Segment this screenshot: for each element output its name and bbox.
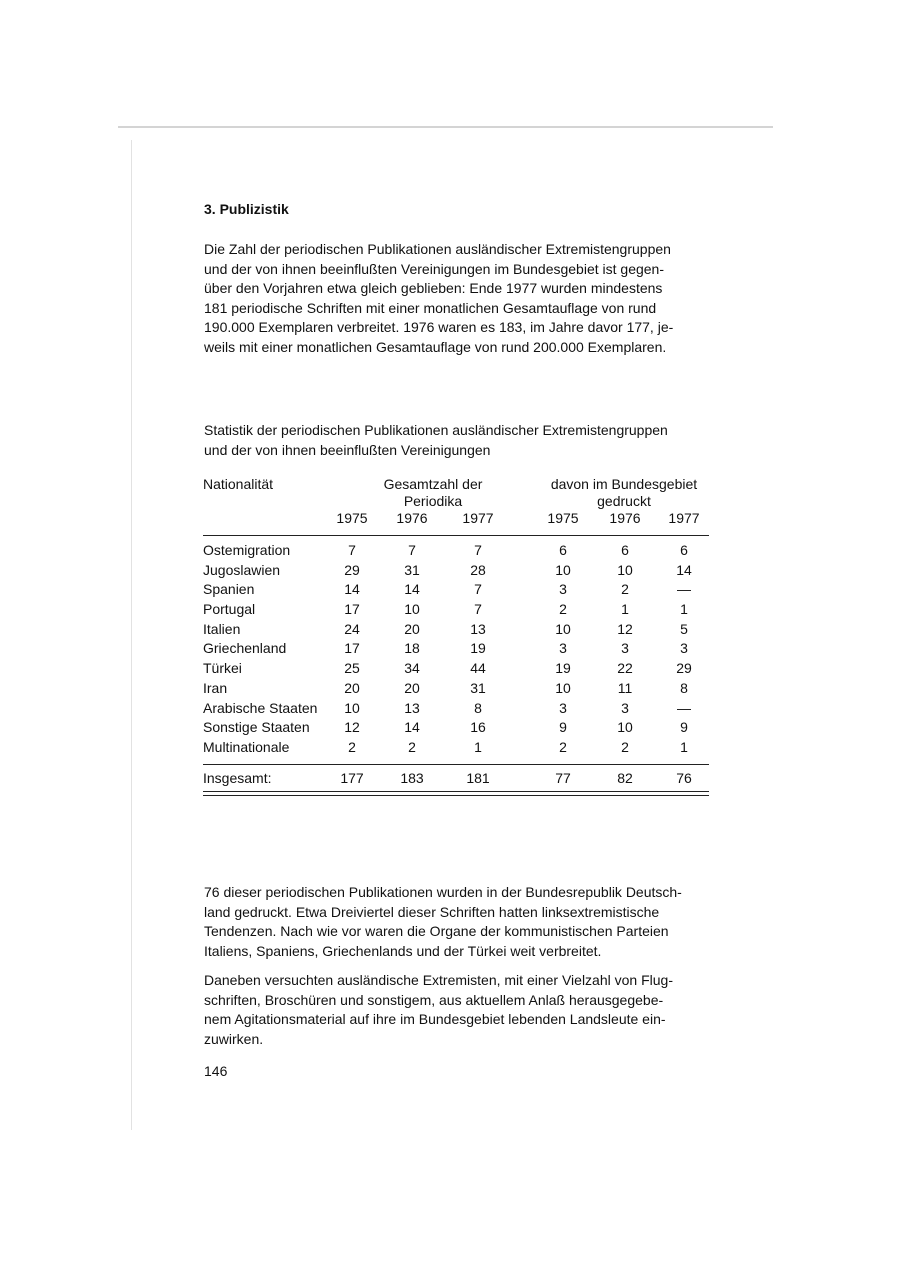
total-value: 183	[400, 769, 424, 786]
row-nationality: Türkei	[203, 660, 242, 677]
row-value: —	[677, 581, 691, 598]
header-nationality: Nationalität	[203, 476, 274, 492]
total-value: 82	[617, 769, 633, 786]
row-value: 44	[470, 660, 486, 677]
header-year: 1975	[547, 510, 579, 526]
intro-paragraph	[204, 240, 710, 357]
row-nationality: Griechenland	[203, 640, 287, 657]
row-nationality: Italien	[203, 620, 241, 637]
row-value: 13	[470, 620, 486, 637]
row-value: 7	[474, 542, 482, 558]
intro-line: über den Vorjahren etwa gleich geblieben: Ende 1977 wurden mindestens	[204, 280, 663, 296]
table-row	[203, 718, 709, 738]
table-row	[203, 699, 709, 719]
total-value: 177	[340, 769, 364, 786]
row-value: 16	[470, 719, 486, 736]
row-value: 2	[559, 601, 567, 618]
caption-line: Statistik der periodischen Publikationen ausländischer Extremistengruppen	[204, 422, 668, 438]
row-value: 2	[408, 738, 416, 755]
table-caption	[204, 421, 714, 460]
paragraph-line: Italiens, Spaniens, Griechenlands und der Türkei weit verbreitet.	[204, 942, 602, 959]
row-value: 3	[680, 640, 688, 657]
double-rule	[203, 791, 709, 796]
row-value: 3	[559, 640, 567, 657]
row-nationality: Portugal	[203, 601, 256, 618]
page-number: 146	[204, 1063, 228, 1079]
row-value: 14	[404, 719, 420, 736]
header-group-total	[363, 476, 503, 510]
row-value: 1	[621, 601, 629, 618]
row-value: 28	[470, 561, 486, 578]
row-value: 14	[344, 581, 360, 598]
row-nationality: Ostemigration	[203, 542, 291, 558]
header-year: 1977	[668, 510, 700, 526]
table-row	[203, 620, 709, 640]
row-value: 20	[404, 620, 420, 637]
table-row	[203, 679, 709, 699]
row-value: 3	[621, 640, 629, 657]
row-value: 11	[617, 679, 633, 696]
row-value: 7	[408, 542, 416, 558]
paragraph-agitation	[204, 971, 710, 1049]
row-value: 9	[559, 719, 567, 736]
row-value: 17	[344, 640, 360, 657]
row-value: 5	[680, 620, 688, 637]
row-value: 29	[344, 561, 360, 578]
row-value: 1	[680, 601, 688, 618]
row-value: 17	[344, 601, 360, 618]
section-heading: 3. Publizistik	[204, 201, 289, 217]
table-row	[203, 738, 709, 758]
header-group-printed	[539, 476, 709, 510]
row-value: 1	[680, 738, 688, 755]
row-value: 6	[680, 542, 688, 558]
table-row	[203, 639, 709, 659]
row-value: 12	[617, 620, 633, 637]
row-value: 10	[617, 719, 633, 736]
row-value: 6	[621, 542, 629, 558]
table-row	[203, 541, 709, 561]
row-value: 3	[621, 699, 629, 716]
row-value: 2	[621, 738, 629, 755]
total-value: 181	[466, 769, 490, 786]
table-row	[203, 580, 709, 600]
row-value: 7	[474, 601, 482, 618]
row-value: 14	[404, 581, 420, 598]
row-value: 10	[555, 620, 571, 637]
row-nationality: Arabische Staaten	[203, 699, 318, 716]
row-value: 18	[404, 640, 420, 657]
row-value: 20	[404, 679, 420, 696]
row-value: 10	[617, 561, 633, 578]
table-body	[203, 541, 709, 758]
header-year: 1976	[609, 510, 641, 526]
total-value: 77	[555, 769, 571, 786]
paragraph-line: Daneben versuchten ausländische Extremisten, mit einer Vielzahl von Flug-	[204, 972, 673, 988]
row-value: 8	[680, 679, 688, 696]
row-value: 9	[680, 719, 688, 736]
paragraph-line: nem Agitationsmaterial auf ihre im Bundesgebiet lebenden Landsleute ein-	[204, 1011, 666, 1027]
paragraph-line: Tendenzen. Nach wie vor waren die Organe der kommunistischen Parteien	[204, 923, 669, 939]
intro-line: und der von ihnen beeinflußten Vereinigungen im Bundesgebiet ist gegen-	[204, 260, 664, 277]
row-value: 31	[470, 679, 486, 696]
row-value: 25	[344, 660, 360, 677]
row-value: 31	[404, 561, 420, 578]
row-nationality: Spanien	[203, 581, 255, 598]
row-value: 10	[344, 699, 360, 716]
row-value: 29	[676, 660, 692, 677]
row-nationality: Jugoslawien	[203, 561, 281, 578]
header-rule	[203, 535, 709, 536]
table-header	[203, 476, 709, 526]
row-value: 10	[555, 561, 571, 578]
row-value: 22	[617, 660, 633, 677]
table-row-total	[203, 765, 709, 791]
row-nationality: Iran	[203, 679, 228, 696]
table-row	[203, 600, 709, 620]
row-value: 10	[404, 601, 420, 618]
paragraph-line: schriften, Broschüren und sonstigem, aus aktuellem Anlaß herausgegebe-	[204, 991, 664, 1008]
header-group-printed-line: davon im Bundesgebiet	[550, 476, 698, 492]
table-row	[203, 659, 709, 679]
row-value: 12	[344, 719, 360, 736]
row-value: 6	[559, 542, 567, 558]
row-value: 10	[555, 679, 571, 696]
statistics-table	[203, 476, 709, 796]
total-value: 76	[676, 769, 692, 786]
row-value: 19	[555, 660, 571, 677]
row-value: 3	[559, 581, 567, 598]
header-group-printed-line: gedruckt	[597, 493, 651, 509]
row-value: 2	[559, 738, 567, 755]
row-value: 7	[474, 581, 482, 598]
header-year: 1976	[396, 510, 428, 526]
row-value: —	[677, 699, 691, 716]
header-year: 1975	[336, 510, 368, 526]
row-value: 13	[404, 699, 420, 716]
row-value: 34	[404, 660, 420, 677]
intro-line: Die Zahl der periodischen Publikationen ausländischer Extremistengruppen	[204, 241, 671, 257]
paragraph-line: 76 dieser periodischen Publikationen wurden in der Bundesrepublik Deutsch-	[204, 884, 682, 900]
row-nationality: Multinationale	[203, 738, 290, 755]
table-row	[203, 561, 709, 581]
row-value: 24	[344, 620, 360, 637]
intro-line: 190.000 Exemplaren verbreitet. 1976 waren es 183, im Jahre davor 177, je-	[204, 319, 674, 335]
row-value: 3	[559, 699, 567, 716]
paragraph-printed	[204, 883, 710, 961]
row-value: 2	[348, 738, 356, 755]
header-group-total-line: Gesamtzahl der	[383, 476, 483, 492]
row-value: 14	[676, 561, 692, 578]
row-value: 1	[474, 738, 482, 755]
total-label: Insgesamt:	[203, 769, 272, 786]
row-value: 2	[621, 581, 629, 598]
header-years	[203, 510, 709, 528]
row-value: 20	[344, 679, 360, 696]
paragraph-line: land gedruckt. Etwa Dreiviertel dieser Schriften hatten linksextremistische	[204, 903, 660, 920]
header-year: 1977	[462, 510, 494, 526]
header-group-total-line: Periodika	[403, 493, 463, 509]
intro-line: weils mit einer monatlichen Gesamtauflage von rund 200.000 Exemplaren.	[204, 338, 667, 355]
caption-line: und der von ihnen beeinflußten Vereinigungen	[204, 441, 491, 458]
row-value: 8	[474, 699, 482, 716]
intro-line: 181 periodische Schriften mit einer monatlichen Gesamtauflage von rund	[204, 299, 657, 316]
paragraph-line: zuwirken.	[204, 1030, 264, 1047]
row-nationality: Sonstige Staaten	[203, 719, 310, 736]
row-value: 19	[470, 640, 486, 657]
row-value: 7	[348, 542, 356, 558]
